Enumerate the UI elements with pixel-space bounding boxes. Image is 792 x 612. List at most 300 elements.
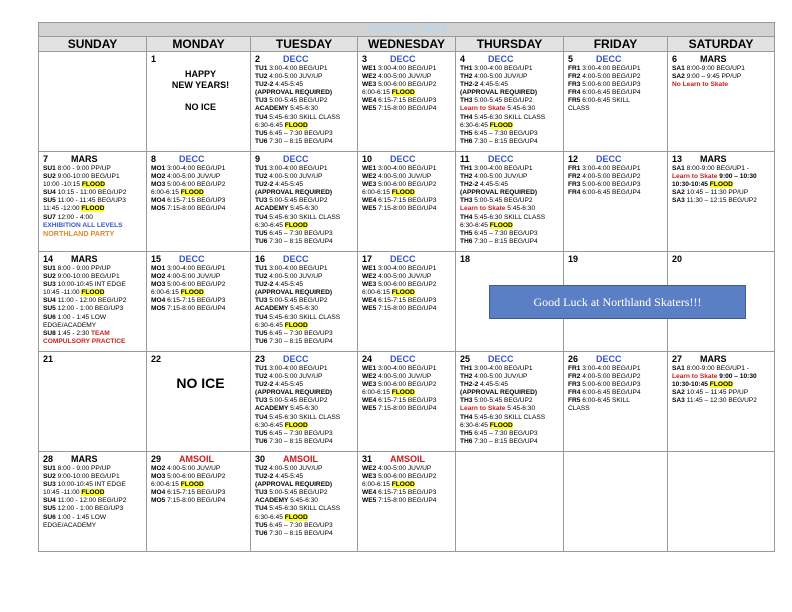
session-text: TU3 [255, 297, 270, 305]
day-number: 9 [255, 154, 261, 164]
session-text: WE4 [362, 197, 379, 205]
day-number: 19 [568, 254, 579, 264]
session-text: WE4 [362, 397, 379, 405]
session-text: Learn to Skate [672, 373, 720, 381]
session-text: 3:00-4:00 BEG/UP1 [474, 365, 533, 372]
session-line [255, 238, 357, 246]
day-cell [456, 52, 564, 152]
day-cell [358, 452, 456, 552]
rink-label: MARS [71, 254, 98, 264]
session-line [460, 181, 563, 189]
flood-label: FLOOD [391, 289, 415, 297]
session-text: TU2-2 [255, 381, 276, 389]
session-line [362, 81, 455, 89]
session-text: 4:00-5:00 JUV/UP [474, 73, 528, 81]
session-line [460, 430, 563, 438]
session-text: WE3 [362, 381, 379, 389]
session-line [460, 405, 563, 413]
session-line [151, 497, 250, 505]
session-text: TH1 [460, 165, 475, 172]
session-text: 4:00-5:00 JUV/UP [378, 173, 432, 181]
session-line [151, 165, 250, 173]
session-text: 7:15-8:00 BEG/UP4 [378, 305, 437, 313]
day-content [358, 352, 455, 451]
session-text: SA1 [672, 365, 687, 372]
session-text: 6:15-7:15 BEG/UP3 [167, 297, 226, 305]
day-cell [358, 352, 456, 452]
session-text: 3:00-4:00 BEG/UP1 [378, 65, 437, 72]
session-line [43, 205, 146, 213]
day-cell [564, 152, 668, 252]
session-text: TU5 [255, 429, 270, 437]
session-line [255, 497, 357, 505]
day-number: 5 [568, 54, 574, 64]
session-line [362, 65, 455, 73]
day-header [362, 154, 455, 165]
session-line [151, 273, 250, 281]
session-text: 5:00-6:00 BEG/UP3 [582, 81, 641, 89]
session-text: MO3 [151, 473, 168, 481]
session-text: 5:00-6:00 BEG/UP2 [378, 473, 437, 481]
session-text: SU7 [43, 213, 58, 221]
session-text: EDGE/ACADEMY [43, 321, 97, 329]
session-text: 6:00-6:15 [362, 389, 392, 397]
day-header [672, 54, 774, 65]
day-content [39, 452, 146, 551]
session-line [568, 165, 667, 173]
session-line [568, 97, 667, 105]
rink-label: MARS [700, 154, 727, 164]
session-text: TH4 [460, 213, 475, 221]
session-text: 5:45-6:30 SKILL CLASS [474, 413, 546, 421]
day-header [151, 254, 250, 265]
rink-label: DECC [179, 254, 205, 264]
day-cell [147, 152, 251, 252]
day-content [147, 152, 250, 251]
session-text: 11:45 – 12:30 BEG/UP2 [686, 397, 757, 405]
session-text: 4:45-5:45 [275, 473, 304, 481]
session-line [43, 514, 146, 522]
flood-label: FLOOD [709, 181, 733, 189]
week-row [39, 152, 775, 252]
day-header [460, 254, 563, 265]
session-text: TU2 [255, 173, 270, 181]
day-content [39, 152, 146, 251]
session-line [255, 181, 357, 189]
session-line [43, 197, 146, 205]
day-cell [39, 152, 147, 252]
session-text: 3:00-4:00 BEG/UP1 [582, 165, 641, 172]
session-line [460, 89, 563, 97]
day-cell [668, 152, 775, 252]
session-text: 5:45-6:30 [290, 205, 318, 213]
session-text: 3:00-4:00 BEG/UP1 [474, 165, 533, 172]
session-line [151, 281, 250, 289]
session-text: WE3 [362, 281, 379, 289]
session-line [255, 189, 357, 197]
session-line [362, 381, 455, 389]
session-line [362, 173, 455, 181]
day-content [39, 352, 146, 451]
session-line [568, 365, 667, 373]
session-text: 5:45-6:30 SKILL CLASS [269, 213, 341, 221]
session-text: 6:00-6:15 [362, 89, 392, 97]
session-text: 7:15-8:00 BEG/UP4 [378, 105, 437, 113]
session-text: FR5 [568, 397, 583, 405]
session-text: WE1 [362, 365, 379, 372]
flood-label: FLOOD [391, 89, 415, 97]
session-text: TH2-2 [460, 181, 481, 189]
good-luck-banner: Good Luck at Northland Skaters!!! [489, 285, 746, 319]
day-content [251, 352, 357, 451]
session-line [43, 189, 146, 197]
session-line [255, 197, 357, 205]
session-text: 10:45 – 11:30 PP/UP [686, 189, 749, 197]
session-text: TU2-2 [255, 281, 276, 289]
session-text: TU2 [255, 273, 270, 281]
session-text: 4:45-5:45 [275, 181, 304, 189]
day-number: 18 [460, 254, 471, 264]
session-line [460, 389, 563, 397]
session-text: Learn to Skate [460, 205, 508, 213]
rink-label: DECC [488, 54, 514, 64]
day-cell [358, 252, 456, 352]
session-text: WE3 [362, 473, 379, 481]
flood-label: FLOOD [180, 481, 204, 489]
session-text: TH3 [460, 397, 475, 405]
day-content [147, 52, 250, 151]
session-line [255, 330, 357, 338]
session-line [43, 489, 146, 497]
session-text: 8:00 - 9:00 PP/UP [57, 465, 111, 472]
session-text: 9:00 – 9:45 PP/UP [686, 73, 742, 81]
day-content [358, 52, 455, 151]
day-header [151, 354, 250, 365]
session-text: 4:45-5:45 [275, 81, 304, 89]
session-text: 9:00-10:00 BEG/UP1 [57, 273, 120, 281]
session-text: 5:00-6:00 BEG/UP2 [378, 281, 437, 289]
day-cell [564, 452, 668, 552]
session-text: 5:45-6:30 [507, 105, 536, 113]
holiday-note: NO ICE [184, 102, 216, 112]
day-header [460, 154, 563, 165]
day-cell [564, 52, 668, 152]
session-text: WE5 [362, 305, 379, 313]
session-text: TH2-2 [460, 81, 481, 89]
session-text: FR2 [568, 173, 583, 181]
day-content [456, 452, 563, 551]
day-number: 14 [43, 254, 54, 264]
session-line [460, 81, 563, 89]
session-text: 7:15-8:00 BEG/UP4 [167, 205, 226, 213]
session-text: 4:00-5:00 BEG/UP2 [582, 373, 641, 381]
session-text: SU8 [43, 329, 58, 337]
session-text: TU4 [255, 505, 270, 513]
session-line [362, 373, 455, 381]
session-line [362, 389, 455, 397]
session-text: SA1 [672, 165, 687, 172]
session-text: 4:45-5:45 [480, 181, 509, 189]
day-cell [251, 452, 358, 552]
session-line [43, 173, 146, 181]
session-text: 6:45 – 7:30 BEG/UP3 [474, 129, 538, 137]
day-content [456, 52, 563, 151]
session-text: 6:00-6:45 BEG/UP4 [582, 389, 641, 397]
session-text: TU6 [255, 137, 270, 145]
session-text: 5:00-5:45 BEG/UP2 [269, 489, 328, 497]
session-text: TU6 [255, 337, 270, 345]
day-number: 11 [460, 154, 470, 164]
rink-label: DECC [596, 354, 622, 364]
session-text: ACADEMY [255, 405, 291, 413]
session-text: 5:45-6:30 SKILL CLASS [269, 505, 341, 513]
session-line [255, 165, 357, 173]
session-line [43, 265, 146, 273]
rink-label: AMSOIL [179, 454, 214, 464]
session-text: 5:45-6:30 [290, 305, 318, 313]
day-header [362, 54, 455, 65]
flood-label: FLOOD [81, 489, 105, 497]
session-text: FR3 [568, 81, 583, 89]
session-text: WE1 [362, 165, 379, 172]
weekday-header: TUESDAY [251, 37, 358, 52]
day-number: 3 [362, 54, 368, 64]
session-text: 4:45-5:45 [275, 381, 304, 389]
flood-label: FLOOD [284, 121, 308, 129]
session-line [151, 189, 250, 197]
session-line [568, 173, 667, 181]
session-text: WE2 [362, 373, 379, 381]
session-text: TH5 [460, 429, 475, 437]
rink-label: DECC [596, 154, 622, 164]
day-number: 8 [151, 154, 157, 164]
session-text: ACADEMY [255, 497, 291, 505]
session-text: 5:45-6:30 SKILL CLASS [269, 113, 341, 121]
session-text: 4:00-5:00 JUV/UP [167, 465, 221, 472]
session-line [460, 114, 563, 122]
session-line [460, 105, 563, 113]
session-line [460, 414, 563, 422]
session-text: FR2 [568, 73, 583, 81]
session-text: 5:00-6:00 BEG/UP2 [167, 281, 226, 289]
day-number: 2 [255, 54, 261, 64]
session-text: SU5 [43, 197, 58, 205]
day-content [358, 252, 455, 351]
day-content [251, 152, 357, 251]
session-text: 5:00-5:45 BEG/UP2 [269, 197, 328, 205]
rink-label: DECC [390, 54, 416, 64]
session-line [362, 365, 455, 373]
session-text: SU5 [43, 505, 58, 513]
day-content [358, 152, 455, 251]
session-text: 8:00 - 9:00 PP/UP [57, 265, 111, 272]
session-line [362, 305, 455, 313]
session-text: 5:00-5:45 BEG/UP2 [474, 197, 533, 205]
session-text: 9:00 – 10:30 [719, 373, 757, 381]
rink-label: MARS [700, 54, 727, 64]
session-text: 10:45 -11:00 [43, 289, 82, 297]
day-content [668, 52, 774, 151]
day-header [672, 254, 774, 265]
session-text: TH1 [460, 365, 475, 372]
session-line [255, 322, 357, 330]
day-header [43, 154, 146, 165]
flood-label: FLOOD [180, 289, 204, 297]
session-text: TH3 [460, 97, 475, 105]
day-content [564, 152, 667, 251]
weekday-header: WEDNESDAY [358, 37, 456, 52]
day-content [564, 452, 667, 551]
session-line [672, 65, 774, 73]
session-text: WE5 [362, 205, 379, 213]
session-text: 7:15-8:00 BEG/UP4 [167, 305, 226, 313]
session-line [255, 265, 357, 273]
day-number: 21 [43, 354, 54, 364]
rink-label: DECC [390, 254, 416, 264]
session-text: MO4 [151, 489, 168, 497]
session-text: 5:45-6:30 SKILL CLASS [474, 213, 546, 221]
session-text: SA2 [672, 389, 687, 397]
day-number: 6 [672, 54, 678, 64]
no-ice-note: NO ICE [176, 375, 225, 391]
day-cell [147, 352, 251, 452]
session-text: 8:00 - 9:00 PP/UP [57, 165, 111, 172]
session-line [255, 389, 357, 397]
session-text: SA2 [672, 73, 687, 81]
day-number: 25 [460, 354, 471, 364]
day-number: 31 [362, 454, 373, 464]
session-text: 1:00 - 1:45 LOW [57, 513, 107, 521]
day-cell [564, 352, 668, 452]
session-text: WE3 [362, 181, 379, 189]
session-line [672, 197, 774, 205]
session-line [255, 273, 357, 281]
session-line [255, 89, 357, 97]
session-text: 6:00-6:15 [362, 289, 392, 297]
session-line [672, 397, 774, 405]
session-text: 6:45 – 7:30 BEG/UP3 [269, 521, 333, 529]
session-line [255, 489, 357, 497]
session-line [362, 73, 455, 81]
session-text: TU1 [255, 365, 270, 372]
session-line [255, 365, 357, 373]
flood-label: FLOOD [709, 381, 733, 389]
session-text: 10:45 – 11:45 PP/UP [686, 389, 749, 397]
session-text: TU2 [255, 465, 270, 472]
session-text: Learn to Skate [460, 405, 508, 413]
session-text: 5:45-6:30 [507, 205, 536, 213]
session-text: 11:00 - 12:00 BEG/UP2 [57, 297, 127, 305]
session-text: 5:00-6:00 BEG/UP2 [167, 473, 226, 481]
session-text: TH6 [460, 437, 475, 445]
session-text: SU1 [43, 165, 58, 172]
session-text: (APPROVAL REQUIRED) [255, 89, 333, 97]
session-text: 7:15-8:00 BEG/UP4 [378, 405, 437, 413]
session-text: TH2 [460, 173, 475, 181]
session-text: MO5 [151, 497, 168, 505]
day-cell [358, 52, 456, 152]
day-header [151, 154, 250, 165]
session-text: 5:00-5:45 BEG/UP2 [269, 297, 328, 305]
session-text: MO5 [151, 205, 168, 213]
session-line [255, 430, 357, 438]
session-line [362, 289, 455, 297]
session-text: 5:45-6:30 [290, 497, 318, 505]
session-text: ACADEMY [255, 105, 291, 113]
day-header [460, 54, 563, 65]
session-text: 4:00-5:00 BEG/UP2 [582, 173, 641, 181]
session-line [568, 381, 667, 389]
session-line [255, 230, 357, 238]
day-cell [668, 452, 775, 552]
session-line [568, 189, 667, 197]
day-header [43, 454, 146, 465]
day-cell [147, 252, 251, 352]
day-cell [456, 452, 564, 552]
session-text: TU4 [255, 313, 270, 321]
session-text: 7:30 – 8:15 BEG/UP4 [269, 437, 333, 445]
session-line [568, 65, 667, 73]
session-line [43, 281, 146, 289]
session-text: TH5 [460, 229, 475, 237]
session-text: SU2 [43, 173, 58, 181]
week-row [39, 352, 775, 452]
session-line [151, 181, 250, 189]
session-line [362, 265, 455, 273]
session-text: 6:00-6:45 BEG/UP4 [582, 189, 641, 197]
session-line [43, 338, 146, 346]
session-line [362, 489, 455, 497]
session-text: TU6 [255, 237, 270, 245]
session-text: WE4 [362, 97, 379, 105]
day-content [251, 452, 357, 551]
session-line [362, 89, 455, 97]
session-text: Learn to Skate [460, 105, 508, 113]
day-header [255, 154, 357, 165]
session-text: 4:00-5:00 JUV/UP [269, 273, 323, 281]
session-text: 5:00-5:45 BEG/UP2 [474, 97, 533, 105]
day-number: 15 [151, 254, 162, 264]
day-cell [39, 352, 147, 452]
session-line [362, 165, 455, 173]
session-text: 6:45 – 7:30 BEG/UP3 [269, 429, 333, 437]
rink-label: DECC [283, 354, 309, 364]
session-text: FR2 [568, 373, 583, 381]
session-text: (APPROVAL REQUIRED) [255, 481, 333, 489]
day-number: 27 [672, 354, 683, 364]
session-text: EXHIBITION ALL LEVELS [43, 221, 123, 229]
session-text: 5:00-5:45 BEG/UP2 [474, 397, 533, 405]
session-line [255, 289, 357, 297]
session-text: ACADEMY [255, 305, 291, 313]
session-text: 6:15-7:15 BEG/UP3 [378, 197, 437, 205]
day-number: 1 [151, 54, 157, 64]
session-text: TU2 [255, 73, 270, 81]
day-content [564, 352, 667, 451]
session-text: TU6 [255, 437, 270, 445]
session-line [255, 105, 357, 113]
session-line [151, 305, 250, 313]
holiday-note [151, 91, 250, 102]
session-line [255, 338, 357, 346]
session-line [672, 81, 774, 89]
session-text: SU3 [43, 481, 58, 489]
session-text: 9:00-10:00 BEG/UP1 [57, 473, 120, 481]
session-text: (APPROVAL REQUIRED) [255, 389, 333, 397]
session-text: 6:00-6:15 [151, 189, 181, 197]
session-text: 4:45-5:45 [480, 81, 509, 89]
session-text: EDGE/ACADEMY [43, 521, 97, 529]
